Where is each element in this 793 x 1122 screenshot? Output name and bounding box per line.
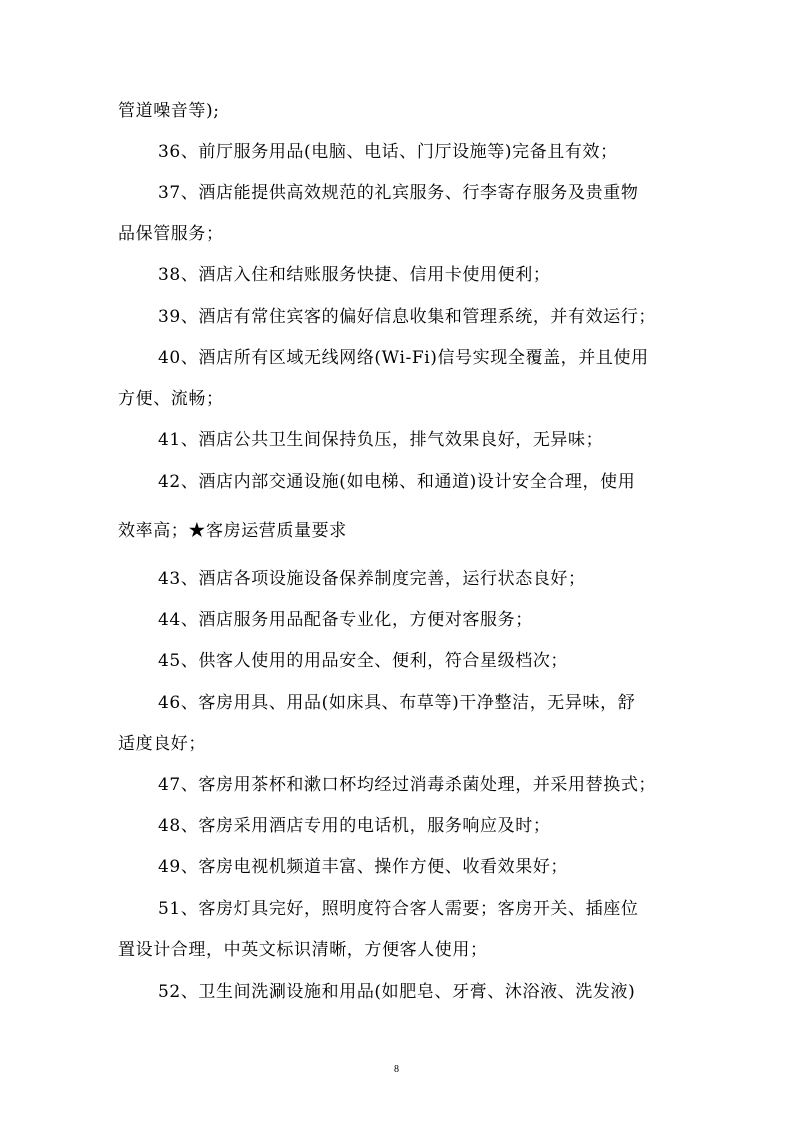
text-line: 品保管服务； — [118, 224, 224, 244]
text-line: 38、酒店入住和结账服务快捷、信用卡使用便利； — [158, 265, 551, 285]
text-line: 48、客房采用酒店专用的电话机，服务响应及时； — [158, 816, 551, 836]
text-line: 42、酒店内部交通设施(如电梯、和通道)设计安全合理，使用 — [158, 472, 636, 492]
text-line: 47、客房用茶杯和漱口杯均经过消毒杀菌处理，并采用替换式； — [158, 775, 657, 795]
text-line: 49、客房电视机频道丰富、操作方便、收看效果好； — [158, 857, 569, 877]
text-line: 39、酒店有常住宾客的偏好信息收集和管理系统，并有效运行； — [158, 307, 657, 327]
text-line: 管道噪音等); — [118, 101, 220, 121]
text-line: 41、酒店公共卫生间保持负压，排气效果良好，无异味； — [158, 430, 604, 450]
text-line: 方便、流畅； — [118, 389, 224, 409]
text-line: 45、供客人使用的用品安全、便利，符合星级档次； — [158, 651, 569, 671]
page-number: 8 — [394, 1064, 399, 1075]
text-line: 效率高；★客房运营质量要求 — [118, 521, 347, 541]
text-line: 置设计合理，中英文标识清晰，方便客人使用； — [118, 940, 488, 960]
text-line: 46、客房用具、用品(如床具、布草等)干净整洁，无异味，舒 — [158, 693, 636, 713]
text-line: 36、前厅服务用品(电脑、电话、门厅设施等)完备且有效； — [158, 142, 618, 162]
text-line: 37、酒店能提供高效规范的礼宾服务、行李寄存服务及贵重物 — [158, 183, 639, 203]
text-line: 51、客房灯具完好，照明度符合客人需要；客房开关、插座位 — [158, 899, 639, 919]
text-line: 44、酒店服务用品配备专业化，方便对客服务； — [158, 610, 533, 630]
text-line: 52、卫生间洗涮设施和用品(如肥皂、牙膏、沐浴液、洗发液) — [158, 982, 636, 1002]
text-line: 40、酒店所有区域无线网络(Wi-Fi)信号实现全覆盖，并且使用 — [158, 348, 649, 368]
text-line: 适度良好； — [118, 734, 206, 754]
text-line: 43、酒店各项设施设备保养制度完善，运行状态良好； — [158, 569, 586, 589]
